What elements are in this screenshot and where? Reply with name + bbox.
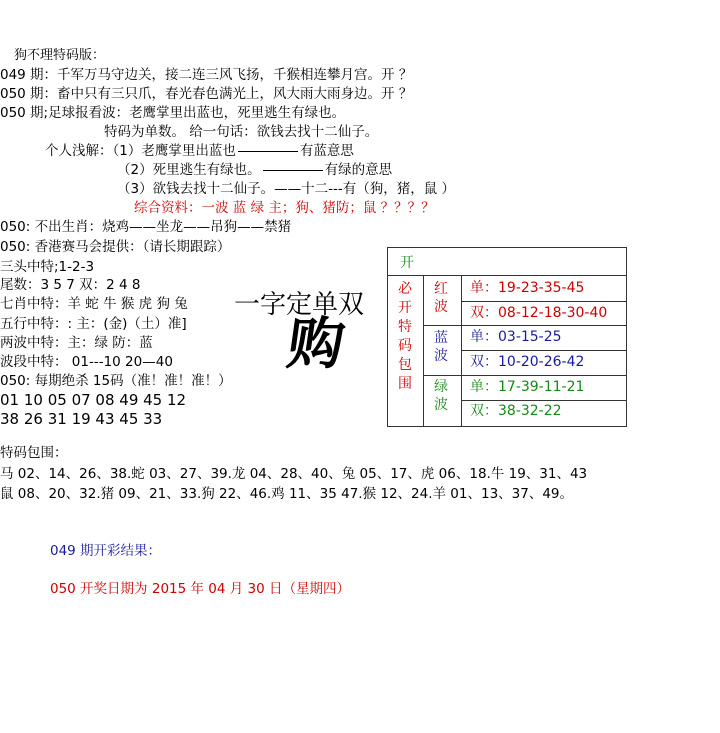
blue-wave-char: 波 [434, 348, 448, 364]
line-050-b: 050 期;足球报看波：老鹰掌里出蓝也，死里逃生有绿也。 [0, 105, 346, 121]
line-result-049: 049 期开彩结果： [50, 543, 162, 559]
line-049: 049 期：千军万马守边关，接二连三风飞扬，千猴相连攀月宫。开 ？ [0, 67, 413, 83]
line-jie-1: 个人浅解：（1）老鹰掌里出蓝也 有蓝意思 [45, 143, 354, 159]
box-header-label: 开 [400, 255, 414, 271]
calligraphy-line-2: 购 [283, 311, 349, 377]
box-side-char: 包 [398, 357, 412, 373]
line-liangbo: 两波中特：主：绿 防：蓝 [0, 335, 153, 351]
blue-double-numbers: 双：10-20-26-42 [470, 354, 585, 370]
page-title: 狗不理特码版： [14, 48, 106, 63]
line-tema: 特码为单数。 给一句话：欲钱去找十二仙子。 [104, 124, 379, 140]
line-hk: 050: 香港赛马会提供：（请长期跟踪） [0, 239, 231, 255]
box-side-column [388, 276, 424, 426]
calligraphy-line-1: 一字定单双 [234, 290, 365, 320]
line-date-050: 050 开奖日期为 2015 年 04 月 30 日（星期四） [50, 581, 351, 597]
line-jie-3: （3）欲钱去找十二仙子。——十二---有（狗，猪，鼠 ） [117, 181, 455, 197]
te-ma-box [387, 247, 627, 427]
box-header [388, 248, 626, 276]
box-side-char: 特 [398, 319, 412, 335]
box-side-char: 开 [398, 300, 412, 316]
red-double-numbers: 双：08-12-18-30-40 [470, 305, 608, 321]
green-wave-char: 波 [434, 397, 448, 413]
box-side-char: 围 [398, 376, 412, 392]
box-side-char: 码 [398, 338, 412, 354]
blue-wave-char: 蓝 [434, 330, 448, 346]
red-wave-char: 波 [434, 299, 448, 315]
box-wave-column [424, 276, 462, 426]
row-divider [424, 325, 626, 326]
dash-separator [238, 151, 298, 152]
green-wave-char: 绿 [434, 379, 448, 395]
line-zodiac-2: 鼠 08、20、32.猪 09、21、33.狗 22、46.鸡 11、35 47.猴 12、24.羊 01、13、37、49。 [0, 486, 574, 502]
line-qixiao: 七肖中特：羊 蛇 牛 猴 虎 狗 兔 [0, 296, 188, 312]
line-jie-2: （2）死里逃生有绿也。 有绿的意思 [117, 162, 393, 178]
line-jueshai: 050: 每期绝杀 15码（准！准！准！） [0, 373, 232, 389]
line-wuxing: 五行中特：: 主：(金)（土）准] [0, 316, 187, 332]
line-weishu: 尾数：3 5 7 双：2 4 8 [0, 277, 141, 293]
line-baowei: 特码包围： [0, 445, 68, 461]
green-single-numbers: 单：17-39-11-21 [470, 379, 585, 395]
red-single-numbers: 单：19-23-35-45 [470, 280, 585, 296]
row-divider [424, 375, 626, 376]
blue-single-numbers: 单：03-15-25 [470, 329, 562, 345]
line-zodiac-1: 马 02、14、26、38.蛇 03、27、39.龙 04、28、40、兔 05、17、虎 06、18.牛 19、31、43 [0, 466, 588, 482]
row-divider [462, 400, 626, 401]
row-divider [462, 350, 626, 351]
line-zonghe: 综合资料：一波 蓝 绿 主；狗、猪防；鼠 ？？？？ [134, 200, 435, 216]
line-nums-2: 38 26 31 19 43 45 33 [0, 410, 163, 428]
red-wave-char: 红 [434, 281, 448, 297]
line-boduan: 波段中特： 01---10 20—40 [0, 354, 173, 370]
line-buchu: 050: 不出生肖：烧鸡——坐龙——吊狗——禁猪 [0, 219, 292, 235]
dash-separator [263, 170, 323, 171]
row-divider [462, 301, 626, 302]
green-double-numbers: 双：38-32-22 [470, 403, 562, 419]
line-050-a: 050 期：畜中只有三只爪，春光春色满光上，风大雨大雨身边。开 ？ [0, 86, 413, 102]
line-santou: 三头中特;1-2-3 [0, 259, 95, 275]
line-nums-1: 01 10 05 07 08 49 45 12 [0, 391, 187, 409]
box-side-char: 必 [398, 281, 412, 297]
